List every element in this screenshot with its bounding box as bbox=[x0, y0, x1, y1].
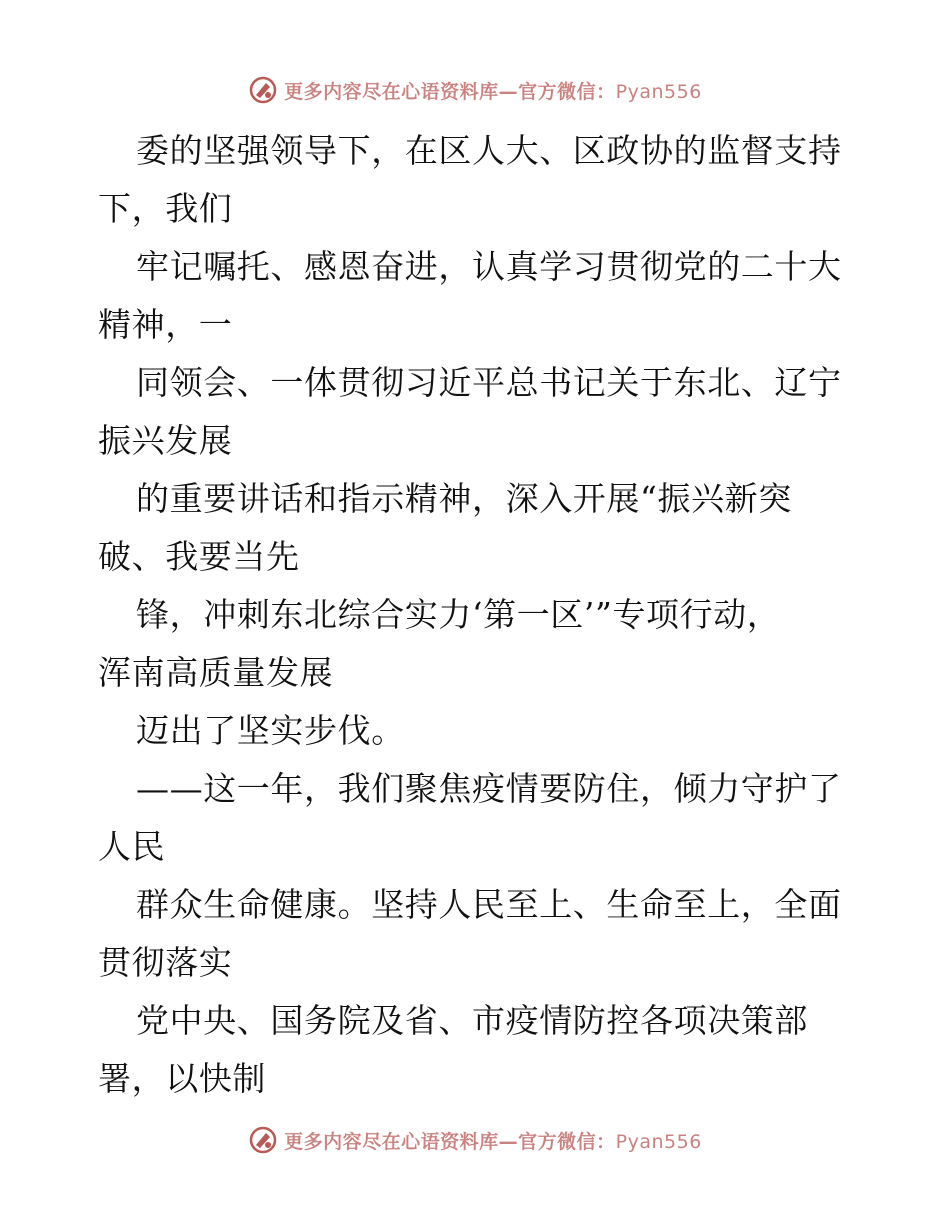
text-line: 署，以快制 bbox=[98, 1059, 266, 1098]
text-line: 人民 bbox=[98, 827, 166, 866]
banner-wechat-id: Pyan556 bbox=[615, 80, 702, 103]
banner-text bbox=[284, 77, 702, 104]
text-line: 委的坚强领导下，在区人大、区政协的监督支持 bbox=[136, 131, 842, 170]
seal-logo-icon bbox=[248, 1125, 278, 1155]
text-line: 浑南高质量发展 bbox=[98, 653, 334, 692]
text-line: 牢记嘱托、感恩奋进，认真学习贯彻党的二十大 bbox=[136, 247, 842, 286]
text-line: 同领会、一体贯彻习近平总书记关于东北、辽宁 bbox=[136, 363, 842, 402]
text-line: 的重要讲话和指示精神，深入开展“振兴新突 bbox=[136, 479, 792, 518]
header-banner bbox=[0, 70, 950, 110]
text-line: 精神，一 bbox=[98, 305, 233, 344]
footer-banner bbox=[0, 1120, 950, 1160]
text-line: 党中央、国务院及省、市疫情防控各项决策部 bbox=[136, 1001, 808, 1040]
banner-prefix: 更多内容尽在心语资料库—官方微信： bbox=[284, 80, 616, 103]
text-line: 振兴发展 bbox=[98, 421, 233, 460]
document-body bbox=[98, 122, 858, 1108]
banner-wechat-id: Pyan556 bbox=[615, 1130, 702, 1153]
banner-prefix: 更多内容尽在心语资料库—官方微信： bbox=[284, 1130, 616, 1153]
text-line: 迈出了坚实步伐。 bbox=[136, 711, 405, 750]
seal-logo-icon bbox=[248, 75, 278, 105]
text-line: 下，我们 bbox=[98, 189, 233, 228]
text-line: 贯彻落实 bbox=[98, 943, 233, 982]
text-line: 锋，冲刺东北综合实力‘第一区’”专项行动， bbox=[136, 595, 781, 634]
text-line: ——这一年，我们聚焦疫情要防住，倾力守护了 bbox=[136, 769, 842, 808]
text-line: 破、我要当先 bbox=[98, 537, 300, 576]
banner-text bbox=[284, 1127, 702, 1154]
text-line: 群众生命健康。坚持人民至上、生命至上，全面 bbox=[136, 885, 842, 924]
